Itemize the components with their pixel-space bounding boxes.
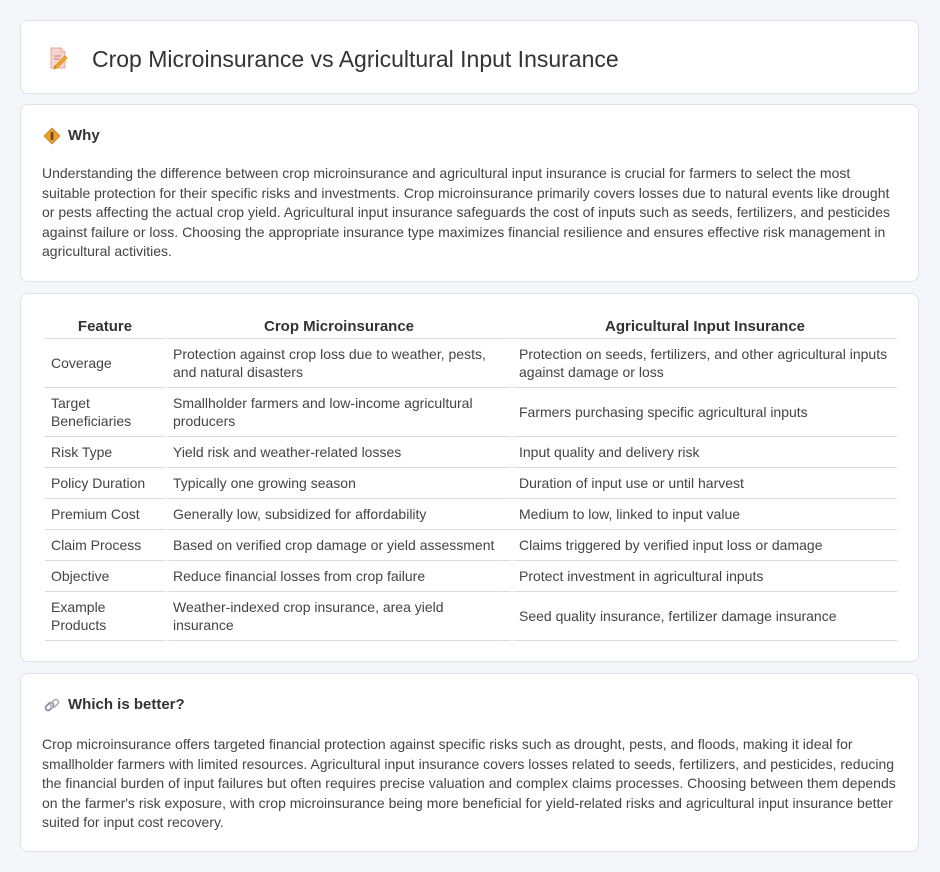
title-card [20, 20, 919, 94]
feature-cell: Objective [45, 561, 165, 592]
why-text: Understanding the difference between crop microinsurance and agricultural input insurance is crucial for farmers to select the most suitable protection for their specific risks and investments. Crop microinsurance primarily covers losses due to natural events like drought or pests affecting the actual crop yield. Agricultural input insurance safeguards the cost of inputs such as seeds, fertilizers, and pesticides against failure or loss. Choosing the appropriate insurance type maximizes financial resilience and ensures effective risk management in agricultural activities. [42, 165, 890, 260]
which-is-better-section [20, 673, 919, 852]
crop-cell: Yield risk and weather-related losses [167, 437, 511, 468]
input-cell: Seed quality insurance, fertilizer damage insurance [513, 592, 897, 641]
why-heading-row [43, 127, 100, 145]
table-row [45, 437, 897, 468]
table-row [45, 499, 897, 530]
input-cell: Farmers purchasing specific agricultural inputs [513, 388, 897, 437]
feature-cell: Claim Process [45, 530, 165, 561]
document-pen-icon [46, 46, 70, 70]
feature-cell: Premium Cost [45, 499, 165, 530]
link-icon [43, 696, 61, 714]
crop-cell: Reduce financial losses from crop failure [167, 561, 511, 592]
feature-cell: Example Products [45, 592, 165, 641]
page-title: Crop Microinsurance vs Agricultural Input Insurance [92, 46, 619, 72]
input-cell: Claims triggered by verified input loss or damage [513, 530, 897, 561]
crop-cell: Smallholder farmers and low-income agricultural producers [167, 388, 511, 437]
input-cell: Protection on seeds, fertilizers, and other agricultural inputs against damage or loss [513, 339, 897, 388]
comparison-table [43, 315, 899, 641]
table-row [45, 592, 897, 641]
table-row [45, 388, 897, 437]
why-heading: Why [68, 127, 100, 144]
better-heading: Which is better? [68, 696, 185, 713]
header-feature: Feature [45, 315, 165, 339]
feature-cell: Coverage [45, 339, 165, 388]
table-row [45, 530, 897, 561]
table-row [45, 468, 897, 499]
input-cell: Duration of input use or until harvest [513, 468, 897, 499]
feature-cell: Policy Duration [45, 468, 165, 499]
crop-cell: Generally low, subsidized for affordability [167, 499, 511, 530]
crop-cell: Based on verified crop damage or yield assessment [167, 530, 511, 561]
table-row [45, 339, 897, 388]
why-section [20, 104, 919, 282]
crop-cell: Typically one growing season [167, 468, 511, 499]
input-cell: Medium to low, linked to input value [513, 499, 897, 530]
better-heading-row [43, 696, 185, 714]
crop-cell: Protection against crop loss due to weather, pests, and natural disasters [167, 339, 511, 388]
crop-cell: Weather-indexed crop insurance, area yield insurance [167, 592, 511, 641]
diamond-sign-icon [43, 127, 61, 145]
feature-cell: Risk Type [45, 437, 165, 468]
input-cell: Protect investment in agricultural inputs [513, 561, 897, 592]
better-text: Crop microinsurance offers targeted financial protection against specific risks such as drought, pests, and floods, making it ideal for smallholder farmers with limited resources. Agricultural input insurance covers losses related to seeds, fertilizers, and pesticides, reducing the financial burden of input failures but often requires precise valuation and complex claims processes. Choosing between them depends on the farmer's risk exposure, with crop microinsurance being more beneficial for yield-related risks and agricultural input insurance better suited for input cost recovery. [42, 736, 896, 831]
table-row [45, 561, 897, 592]
header-crop-microinsurance: Crop Microinsurance [167, 315, 511, 339]
feature-cell: Target Beneficiaries [45, 388, 165, 437]
table-header-row [45, 315, 897, 339]
input-cell: Input quality and delivery risk [513, 437, 897, 468]
comparison-table-card [20, 293, 919, 662]
header-agricultural-input-insurance: Agricultural Input Insurance [513, 315, 897, 339]
